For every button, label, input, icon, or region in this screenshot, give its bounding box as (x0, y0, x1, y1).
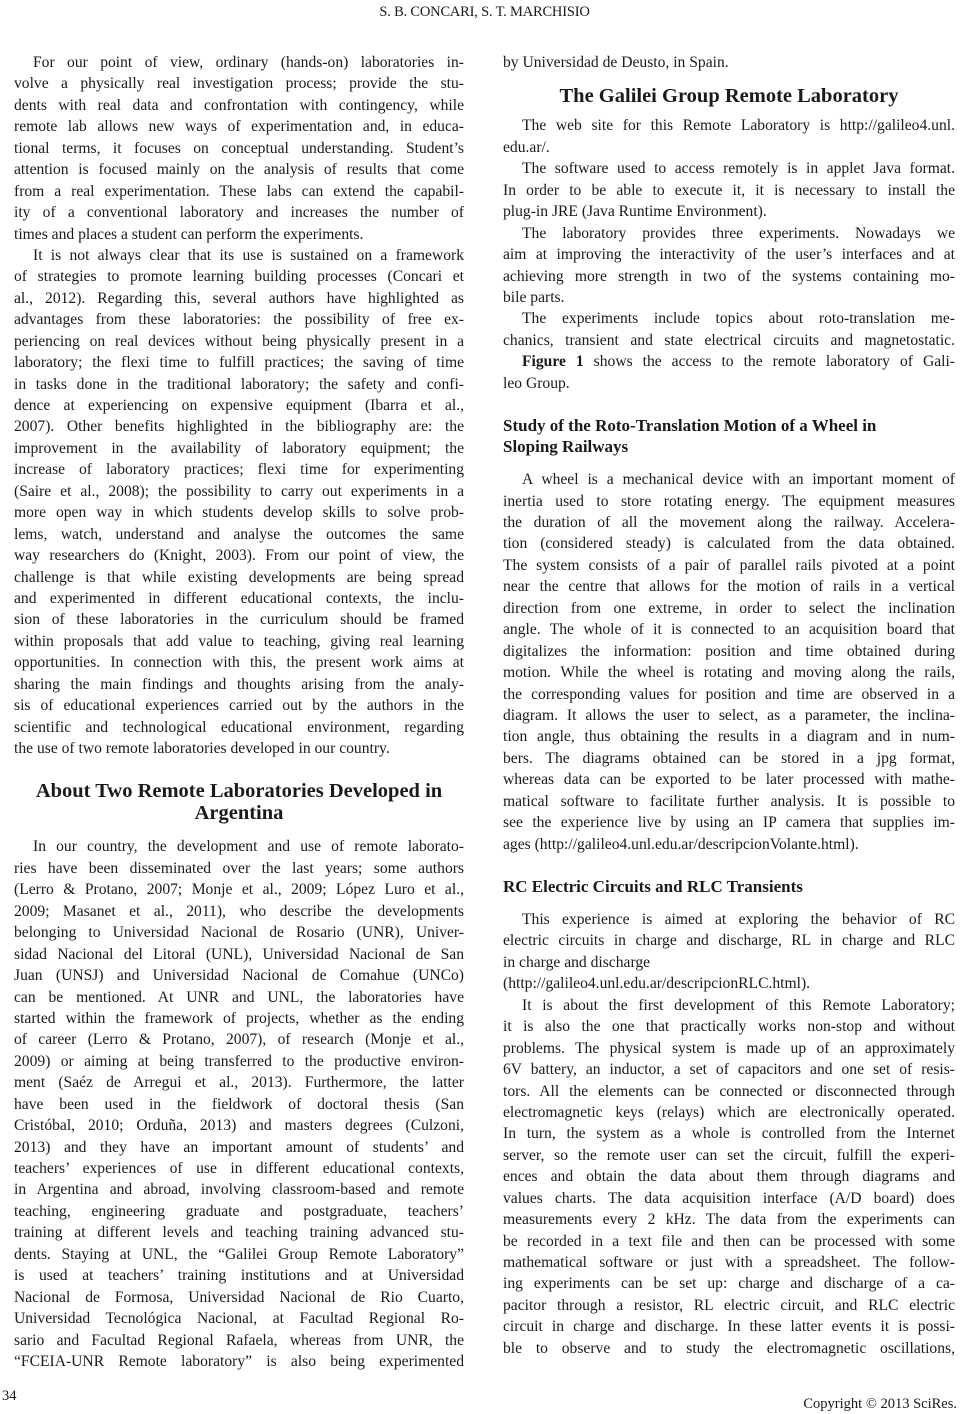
text-line: pacitor through a resistor, RL electric circuit, and RLC electric (503, 1296, 955, 1314)
text-line: “FCEIA-UNR Remote laboratory” is also being experimented (14, 1352, 464, 1370)
text-line: periencing on real devices without being physically present in a (14, 332, 464, 350)
text-line: The experiments include topics about roto-translation me- (522, 310, 955, 328)
left-column (14, 52, 464, 1372)
text-line: within proposals that add value to teaching, giving real learning (14, 632, 464, 650)
text-line: The software used to access remotely is in applet Java format. (522, 160, 955, 178)
text-line: volve a physically real investigation process; provide the stu- (14, 75, 464, 93)
text-line: circuit in charge and discharge. In these latter events it is possi- (503, 1318, 955, 1336)
text-line: inertia used to store rotating energy. The equipment measures (503, 492, 955, 510)
text-line: plug-in JRE (Java Runtime Environment). (503, 203, 767, 221)
text-line: edu.ar/. (503, 138, 550, 156)
paragraph (503, 158, 955, 222)
text-line: lems, watch, understand and analyse the outcomes the same (14, 525, 464, 543)
text-line: ing experiments can be set up: charge and discharge of a ca- (503, 1275, 955, 1293)
text-line: the corresponding values for position and time are observed in a (503, 685, 955, 703)
page-number: 34 (2, 1388, 17, 1404)
text-line: For our point of view, ordinary (hands-on) laboratories in- (33, 54, 464, 71)
text-line: In turn, the system as a whole is controlled from the Internet (503, 1125, 955, 1143)
right-column (503, 52, 955, 1359)
text-line: in Argentina and abroad, involving classroom-based and remote (14, 1181, 464, 1199)
text-line: of strategies to promote learning building processes (Concari et (14, 268, 464, 286)
paragraph (503, 909, 955, 995)
text-line: started within the framework of projects, whether as the ending (14, 1009, 464, 1027)
text-line: angle. The whole of it is connected to an acquisition board that (503, 621, 955, 639)
text-line: advantages from these laboratories: the possibility of free ex- (14, 311, 464, 329)
text-line: have been used in the fieldwork of doctoral thesis (San (14, 1095, 464, 1113)
spacer (503, 394, 955, 415)
text-line: Nacional de Formosa, Universidad Nacional de Rio Cuarto, (14, 1288, 464, 1306)
text-line: opportunities. In connection with this, the present work aims at (14, 654, 464, 672)
text-line: of career (Lerro & Protano, 2007), of research (Monje et al., (14, 1031, 464, 1049)
figure-1-link[interactable]: Figure 1 (522, 353, 584, 371)
spacer (503, 73, 955, 85)
text-line: problems. The physical system is made up of an approximately (503, 1039, 955, 1057)
text-line: In our country, the development and use of remote laborato- (33, 838, 464, 856)
text-line: al., 2012). Regarding this, several authors have highlighted as (14, 289, 464, 307)
text-line: tional terms, it focuses on conceptual understanding. Student’s (14, 139, 464, 157)
text-line: sharing the main findings and thoughts arising from the analy- (14, 675, 464, 693)
text-line: motion. While the wheel is rotating and moving along the rails, (503, 664, 955, 682)
text-line: tion (considered steady) is calculated from the data obtained. (503, 535, 955, 553)
text-line: The system consists of a pair of parallel rails pivoted at a point (503, 556, 955, 574)
text-line (503, 351, 955, 372)
text-line: Juan (UNSJ) and Universidad Nacional de Comahue (UNCo) (14, 967, 464, 985)
text-line: mathematical software or just with a spreadsheet. The follow- (503, 1254, 955, 1271)
text-line: ity of a conventional laboratory and increases the number of (14, 204, 464, 222)
paragraph (503, 115, 955, 158)
text-line: dents. Staying at UNL, the “Galilei Group Remote Laboratory” (14, 1245, 464, 1263)
text-line: more open way in which students develop skills to solve prob- (14, 504, 464, 522)
text-line: matical software to facilitate further analysis. It is possible to (503, 792, 955, 810)
running-head: S. B. CONCARI, S. T. MARCHISIO (379, 4, 590, 20)
text-line: be recorded in a text file and then can be processed with some (503, 1232, 955, 1250)
text-line: sidad Nacional del Litoral (UNL), Universidad Nacional de San (14, 945, 464, 963)
spacer (14, 824, 464, 836)
text-line: This experience is aimed at exploring the behavior of RC (522, 911, 955, 928)
text-line: aim at improving the interactivity of the user’s interfaces and at (503, 246, 955, 264)
text-line: dents with real data and confrontation with contingency, while (14, 96, 464, 114)
text-line: Cristóbal, 2010; Orduña, 2013) and masters degrees (Culzoni, (14, 1117, 464, 1135)
text-line: challenge is that while existing developments are being spread (14, 568, 464, 586)
text-line: diagram. It allows the user to select, as a parameter, the inclina- (503, 706, 955, 724)
spacer (503, 107, 955, 115)
text-line: 2009) or aiming at being transferred to the productive environ- (14, 1052, 464, 1070)
text-line: is used at teachers’ training institutions and at Universidad (14, 1267, 464, 1285)
paragraph-continuation: by Universidad de Deusto, in Spain. (503, 54, 729, 71)
text-line: from a real experimentation. These labs can extend the capabil- (14, 182, 464, 200)
text-line: the duration of all the movement along the railway. Accelera- (503, 514, 955, 531)
text-line: tors. All the elements can be connected or disconnected through (503, 1082, 955, 1100)
text-line: whereas data can be exported to be later processed with mathe- (503, 771, 955, 789)
text-line: attention is focused mainly on the analysis of results that come (14, 161, 464, 179)
text-line: It is about the first development of this Remote Laboratory; (522, 996, 955, 1014)
paragraph (14, 245, 464, 760)
text-line: electric circuits in charge and discharge, RL in charge and RLC (503, 932, 955, 950)
text-line: (http://galileo4.unl.edu.ar/descripcionRLC.html). (503, 975, 811, 993)
paragraph (503, 223, 955, 309)
text-line: times and places a student can perform the experiments. (14, 225, 364, 243)
text-line: measurements every 2 kHz. The data from the experiments can (503, 1211, 955, 1229)
text-line: scientific and technological educational environment, regarding (14, 718, 464, 736)
text-line: see the experience live by using an IP camera that supplies im- (503, 814, 955, 832)
text-line: dence at experiencing on expensive equipment (Ibarra et al., (14, 397, 464, 414)
paragraph (503, 308, 955, 351)
spacer (503, 855, 955, 876)
text-line: near the centre that allows for the motion of rails in a vertical (503, 578, 955, 596)
paragraph (14, 836, 464, 1372)
text-line: bile parts. (503, 288, 565, 306)
text-line: increase of laboratory practices; flexi time for experimenting (14, 461, 464, 479)
text-line: 6V battery, an inductor, a set of capacitors and one set of resis- (503, 1061, 955, 1079)
section-heading-galilei: The Galilei Group Remote Laboratory (559, 85, 899, 108)
text-line: training at different levels and teaching training advanced stu- (14, 1224, 464, 1242)
text-line: chanics, transient and state electrical circuits and magnetostatic. (503, 331, 955, 349)
text-line: can be mentioned. At UNR and UNL, the laboratories have (14, 988, 464, 1006)
text-line: laboratory; the flexi time to fulfill practices; the saving of time (14, 354, 464, 372)
paragraph (503, 995, 955, 1359)
text-line: leo Group. (503, 374, 570, 392)
text-line: ences and obtain the data about them through diagrams and (503, 1168, 955, 1186)
text-line: (Lerro & Protano, 2007; Monje et al., 2009; López Luro et al., (14, 881, 464, 899)
text-line: sis of educational experiences carried out by the authors in the (14, 697, 464, 715)
text-line: ages (http://galileo4.unl.edu.ar/descripcionVolante.html). (503, 835, 859, 853)
text-line: Universidad Tecnológica Nacional, at Facultad Regional Ro- (14, 1310, 464, 1328)
text-line: in charge and discharge (503, 953, 651, 971)
text-line: 2009; Masanet et al., 2011), who describe the developments (14, 902, 464, 920)
text-line: server, so the remote user can set the circuit, fulfill the experi- (503, 1146, 955, 1164)
section-heading-line: About Two Remote Laboratories Developed in (35, 780, 443, 803)
text-line: the use of two remote laboratories developed in our country. (14, 740, 390, 757)
text-fragment: shows the access to the remote laboratory of Gali- (583, 353, 955, 371)
section-heading-line: Argentina (194, 802, 284, 825)
text-line: It is not always clear that its use is sustained on a framework (33, 246, 464, 264)
text-line: 2013) and they have an important amount of students’ and (14, 1138, 464, 1156)
text-line: and experimented in different educational contexts, the inclu- (14, 589, 464, 607)
spacer (14, 759, 464, 780)
subsection-heading-line: Sloping Railways (503, 437, 629, 457)
text-line: digitalizes the information: position and time obtained during (503, 642, 955, 660)
text-line: achieving more strength in two of the systems containing mo- (503, 267, 955, 285)
text-line: improvement in the availability of laboratory equipment; the (14, 439, 464, 457)
text-line: remote lab allows new ways of experimentation and, in educa- (14, 118, 464, 136)
subsection-heading-rc: RC Electric Circuits and RLC Transients (503, 877, 803, 896)
text-line: ble to observe and to study the electromagnetic oscillations, (503, 1339, 955, 1357)
paragraph-figure-ref (503, 351, 955, 394)
text-line: ries have been disseminated over the last years; some authors (14, 859, 464, 877)
text-line: teaching, engineering graduate and postgraduate, teachers’ (14, 1202, 464, 1220)
copyright-notice: Copyright © 2013 SciRes. (803, 1396, 957, 1412)
text-line: teachers’ experiences of use in different educational contexts, (14, 1160, 464, 1177)
text-line: it is also the one that practically works non-stop and without (503, 1018, 955, 1036)
spacer (503, 897, 955, 909)
section-heading-remote-labs (14, 780, 464, 824)
text-line: ment (Saéz de Arregui et al., 2013). Furthermore, the latter (14, 1074, 464, 1092)
spacer (503, 457, 955, 469)
paragraph (14, 52, 464, 245)
text-line: sion of these laboratories in the curriculum should be framed (14, 611, 464, 629)
text-line: belonging to Universidad Nacional de Rosario (UNR), Univer- (14, 924, 464, 942)
text-line: In order to be able to execute it, it is necessary to install the (503, 181, 955, 199)
text-line: way researchers do (Knight, 2003). From our point of view, the (14, 547, 464, 565)
text-line: electromagnetic keys (relays) which are electronically operated. (503, 1103, 955, 1121)
text-line: in tasks done in the traditional laboratory; the safety and confi- (14, 375, 464, 393)
subsection-heading-wheel (503, 415, 955, 457)
text-line: The web site for this Remote Laboratory is http://galileo4.unl. (522, 117, 955, 135)
text-line: The laboratory provides three experiments. Nowadays we (522, 224, 955, 242)
text-line: (Saire et al., 2008); the possibility to carry out experiments in a (14, 482, 464, 500)
text-line: bers. The diagrams obtained can be stored in a jpg format, (503, 749, 955, 767)
text-line: values charts. The data acquisition interface (A/D board) does (503, 1189, 955, 1207)
text-line: direction from one extreme, in order to select the inclination (503, 599, 955, 617)
subsection-heading-line: Study of the Roto-Translation Motion of a Wheel in (503, 416, 877, 436)
text-line: 2007). Other benefits highlighted in the bibliography are: the (14, 418, 464, 436)
text-line: tion angle, thus obtaining the results in a diagram and in num- (503, 728, 955, 746)
paragraph (503, 469, 955, 855)
text-line: sario and Facultad Regional Rafaela, whereas from UNR, the (14, 1331, 464, 1349)
text-line: A wheel is a mechanical device with an important moment of (522, 471, 955, 489)
